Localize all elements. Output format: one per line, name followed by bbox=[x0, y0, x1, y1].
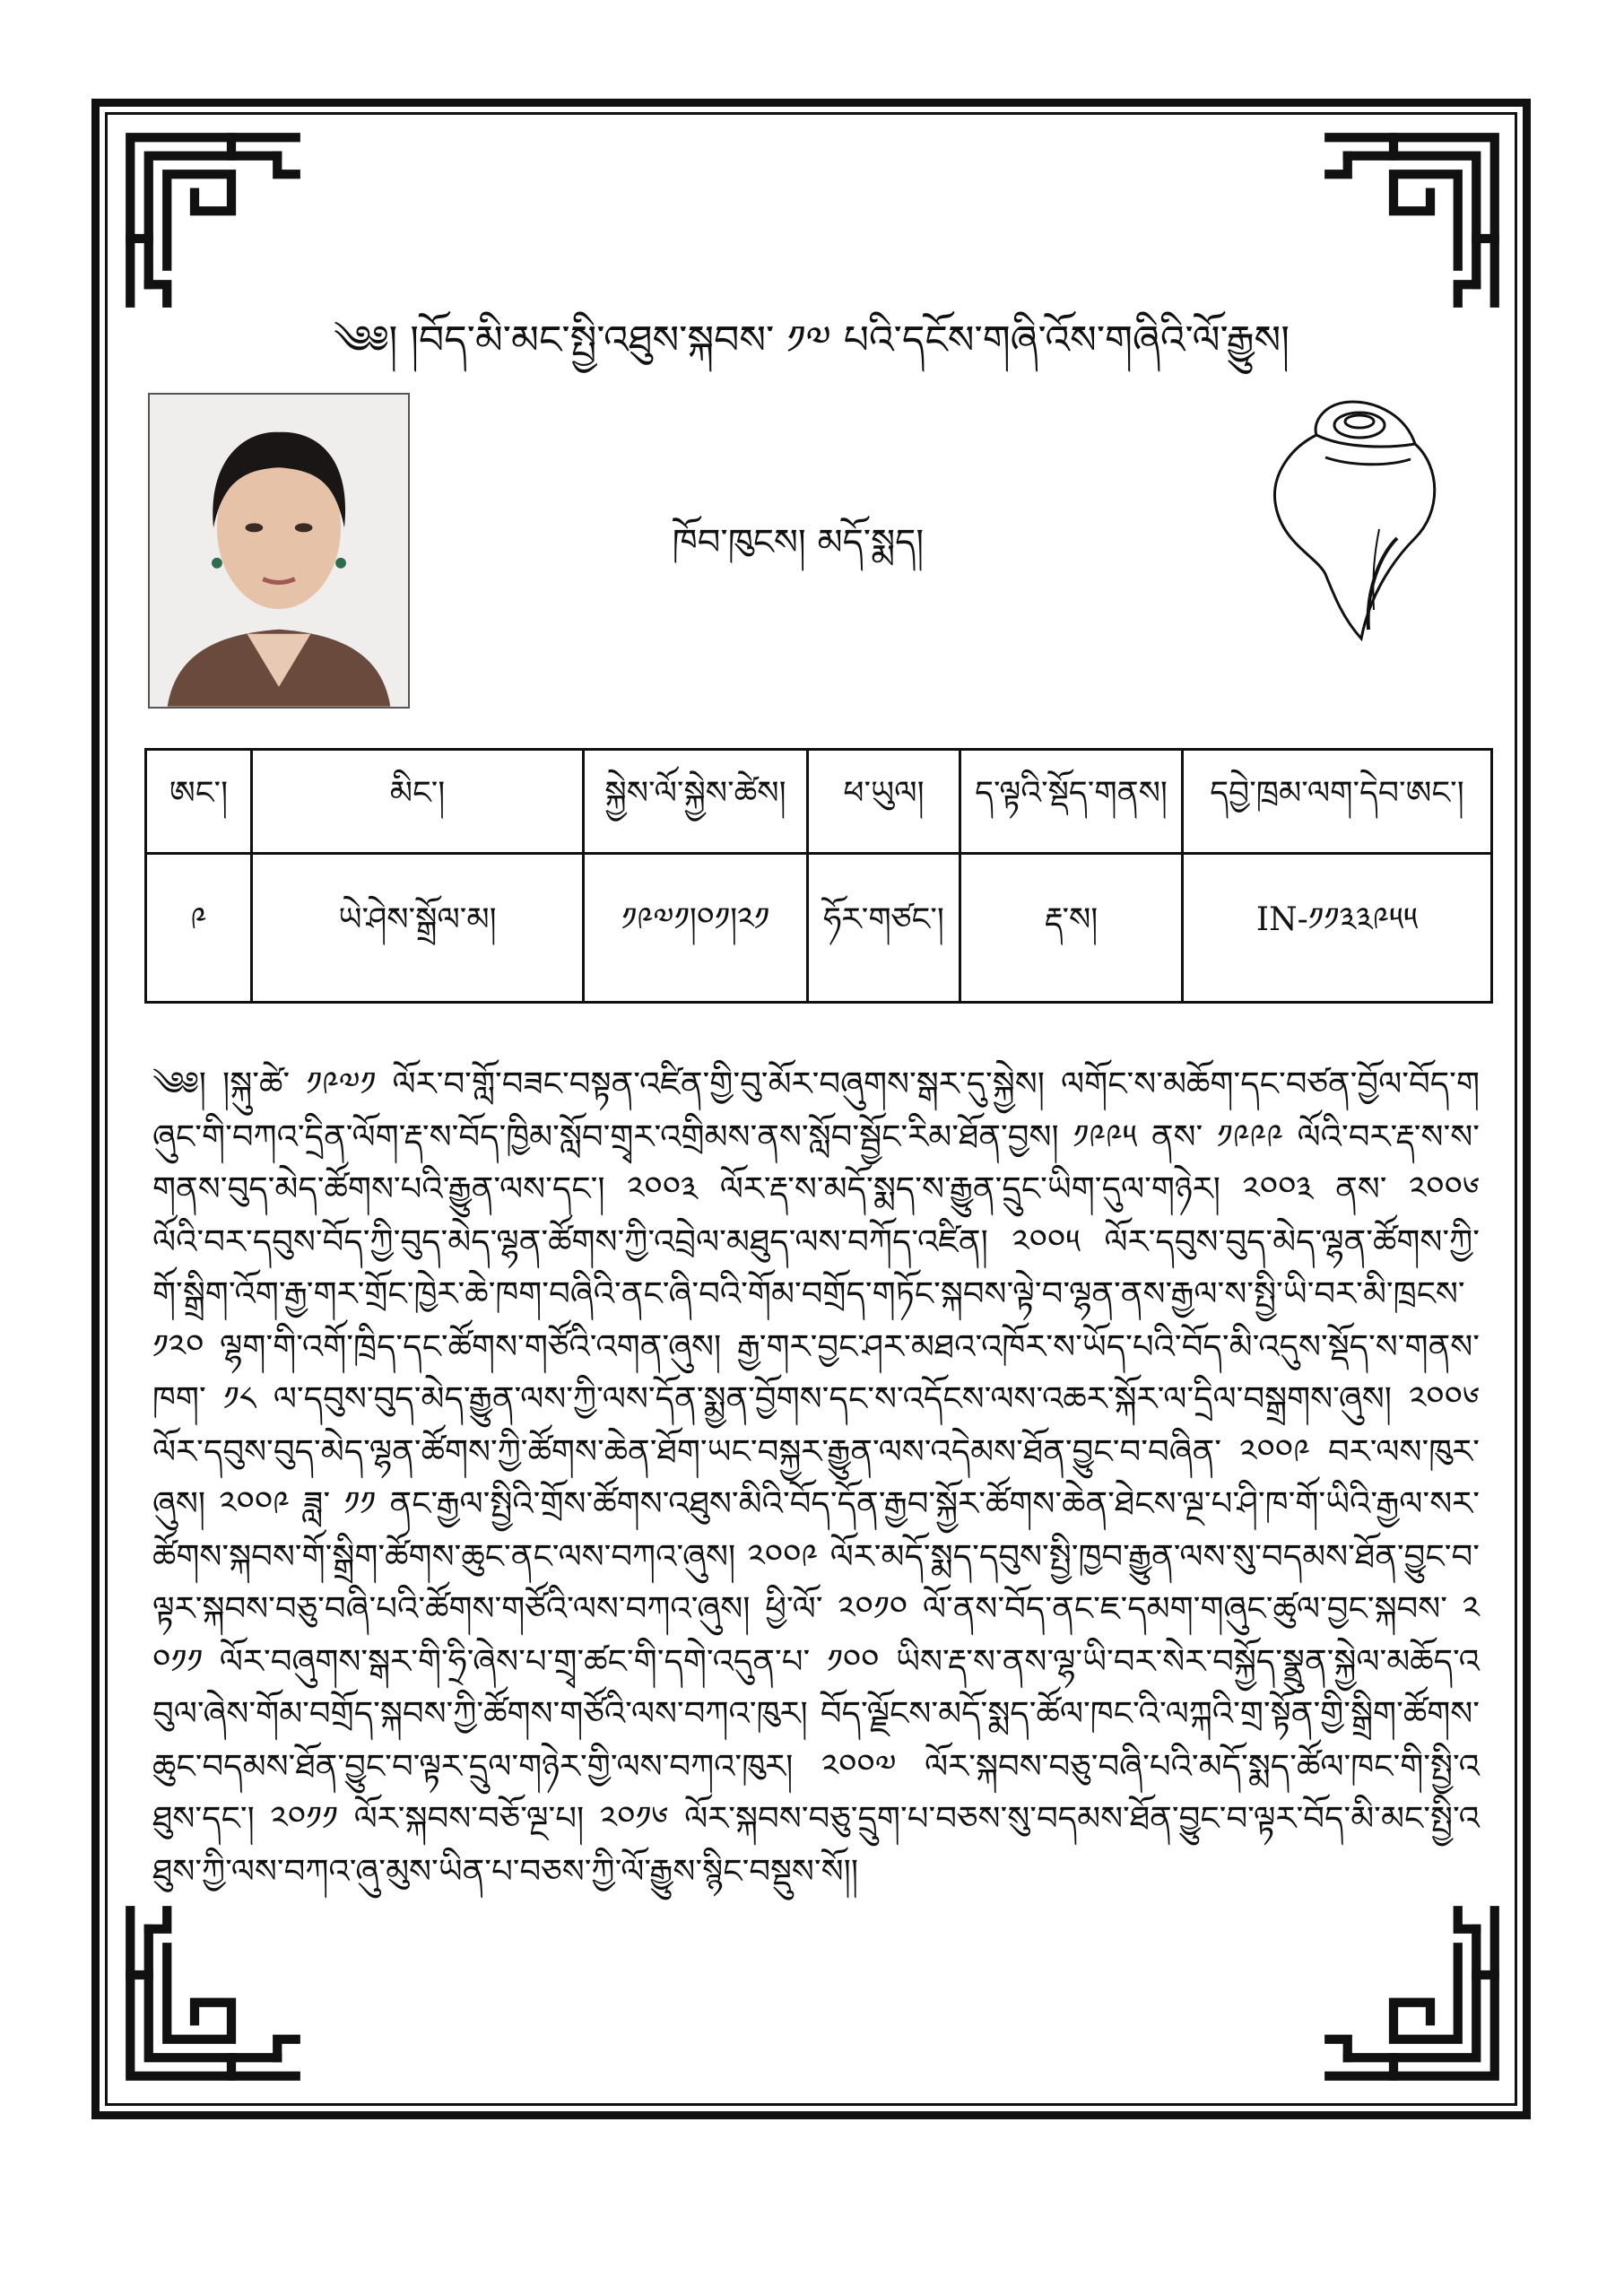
header-number: ཨང་། bbox=[146, 750, 252, 854]
cell-number: ༩ bbox=[146, 854, 252, 1003]
cell-birth-date: ༡༩༧༡།༠༡།༢༡ bbox=[584, 854, 808, 1003]
header-birth-date: སྐྱེས་ལོ་སྐྱེས་ཚེས། bbox=[584, 750, 808, 854]
constituency-label: ཁོབ་ཁུངས། མདོ་སྨད། bbox=[672, 522, 925, 563]
cell-native-place: ཧོར་གཙང་། bbox=[808, 854, 960, 1003]
cell-name: ཡེ་ཤེས་སྒྲོལ་མ། bbox=[252, 854, 584, 1003]
cell-current-residence: རྡ་ས། bbox=[960, 854, 1183, 1003]
header-name: མིང་། bbox=[252, 750, 584, 854]
candidate-photo bbox=[148, 393, 410, 709]
table-row bbox=[146, 854, 1492, 1003]
corner-ornament-bottom-left bbox=[121, 1901, 305, 2085]
corner-ornament-top-right bbox=[1320, 128, 1504, 312]
corner-ornament-top-left bbox=[121, 128, 305, 312]
cell-green-book-number: IN-༡༡༣༣༩༥༥ bbox=[1183, 854, 1492, 1003]
header-green-book-number: དབྱེ་ཁྲམ་ལག་དེབ་ཨང་། bbox=[1183, 750, 1492, 854]
biography-text: ༄༅། །སྐུ་ཚེ་ ༡༩༧༡ ལོར་བ་གློ་བཟང་བསྟན་འཛིན་གྱི་བུ་མོར་བཞུགས་སྒར་དུ་སྐྱེས། ལགོང་ས་མཆོག་དང་བཙན་བྱོལ་བོད་གཞུང་གི་བཀའ་དྲིན་ལོག་རྡ་ས་བོད་ཁྱིམ་སློབ་གྲྭར་འགྲིམས་ནས་སློབ་སྦྱོང་རིམ་ཐོན་བྱས། ༡༩༩༥ ནས་ ༡༩༩༩ ལོའི་བར་རྡ་ས་ས་གནས་བུད་མེད་ཚོགས་པའི་རྒྱུན་ལས་དང་། ༢༠༠༣ ལོར་རྡ་ས་མདོ་སྨད་ས་རྒྱུན་དྲུང་ཡིག་དུལ་གཉེར། ༢༠༠༣ ནས་ ༢༠༠༦ ལོའི་བར་དབུས་བོད་ཀྱི་བུད་མེད་ལྷན་ཚོགས་ཀྱི་འབྲེལ་མཐུད་ལས་བཀོད་འཛིན། ༢༠༠༥ ལོར་དབུས་བུད་མེད་ལྷན་ཚོགས་ཀྱི་གོ་སྒྲིག་འོག་རྒྱ་གར་གྲོང་ཁྱེར་ཆེ་ཁག་བཞིའི་ནང་ཞི་བའི་གོམ་བགྲོད་གཏོང་སྐབས་ལྟེ་བ་ལྷན་ནས་རྒྱལ་ས་སྤྱི་ཡི་བར་མི་ཁྲངས་ ༡༢༠ ལྷག་གི་འགོ་ཁྲིད་དང་ཚོགས་གཙོའི་འགན་ཞུས། རྒྱ་གར་བྱང་ཤར་མཐའ་འཁོར་ས་ཡོད་པའི་བོད་མི་འདུས་སྡོད་ས་གནས་ཁག་ ༡༨ ལ་དབུས་བུད་མེད་རྒྱུན་ལས་ཀྱི་ལས་དོན་སྨྱན་བྱོགས་དང་ས་འདོངས་ལས་འཆར་སྐོར་ལ་དྲིལ་བསྒྲགས་ཞུས། ༢༠༠༦ ལོར་དབུས་བུད་མེད་ལྷན་ཚོགས་ཀྱི་ཚོགས་ཆེན་ཐོག་ཡང་བསྐྱར་རྒྱུན་ལས་འདེམས་ཐོན་བྱུང་བ་བཞིན་ ༢༠༠༩ བར་ལས་ཁུར་ཞུས། ༢༠༠༩ ཟླ་ ༡༡ ནང་རྒྱལ་སྤྱིའི་གྲོས་ཚོགས་འཐུས་མིའི་བོད་དོན་རྒྱབ་སྐྱོར་ཚོགས་ཆེན་ཐེངས་ལྔ་པ་ཤི་ཁ་གོ་ཡིའི་རྒྱལ་སར་ཚོགས་སྐབས་གོ་སྒྲིག་ཚོགས་ཆུང་ནང་ལས་བཀའ་ཞུས། ༢༠༠༩ ལོར་མདོ་སྨད་དབུས་སྤྱི་ཁྱབ་རྒྱུན་ལས་སུ་བདམས་ཐོན་བྱུང་བ་ལྟར་སྐབས་བཅུ་བཞི་པའི་ཚོགས་གཙོའི་ལས་བཀའ་ཞུས། ཕྱི་ལོ་ ༢༠༡༠ ལོ་ནས་བོད་ནང་ཇ་དམག་གཞུང་ཚུལ་བྱང་སྐབས་ ༢༠༡༡ ལོར་བཞུགས་སྒར་གི་ཧྲི་ཞེས་པ་གྲྭ་ཚང་གི་དགེ་འདུན་པ་ ༡༠༠ ཡིས་རྡ་ས་ནས་ལྷ་ཡི་བར་སེར་བསྐྱོད་སྣྲུན་སྐྱེལ་མཆོད་འབུལ་ཞེས་གོམ་བགྲོད་སྐབས་ཀྱི་ཚོགས་གཙོའི་ལས་བཀའ་ཁུར། བོད་ལྗོངས་མདོ་སྨད་ཚོལ་ཁང་འི་ལཀྐའི་གྲ་སྟོན་གྱི་སྒྲིག་ཚོགས་ཆུང་བདམས་ཐོན་བྱུང་བ་ལྟར་དྲུལ་གཉེར་གྱི་ལས་བཀའ་ཁུར། ༢༠༠༧ ལོར་སྐབས་བཅུ་བཞི་པའི་མདོ་སྨད་ཚོལ་ཁང་གི་སྤྱི་འཐུས་དང་། ༢༠༡༡ ལོར་སྐབས་བཅོ་ལྔ་པ། ༢༠༡༦ ལོར་སྐབས་བཅུ་དྲུག་པ་བཅས་སུ་བདམས་ཐོན་བྱུང་བ་ལྟར་བོད་མི་མང་སྤྱི་འཐུས་ཀྱི་ལས་བཀའ་ཞུ་མུས་ཡིན་པ་བཅས་ཀྱི་ལོ་རྒྱུས་སྙིང་བསྡུས་སོ།། bbox=[152, 1065, 1480, 1891]
document-title: ༄༅། །བོད་མི་མང་སྤྱི་འཐུས་སྐབས་ ༡༧ པའི་དངོས་གཞི་འོས་གཞིའི་ལོ་རྒྱུས། bbox=[333, 317, 1290, 363]
header-current-residence: ད་ལྟའི་སྡོད་གནས། bbox=[960, 750, 1183, 854]
candidate-info-table bbox=[144, 748, 1493, 1004]
conch-shell-icon bbox=[1263, 395, 1446, 646]
table-header-row bbox=[146, 750, 1492, 854]
corner-ornament-bottom-right bbox=[1320, 1901, 1504, 2085]
header-native-place: ཕ་ཡུལ། bbox=[808, 750, 960, 854]
